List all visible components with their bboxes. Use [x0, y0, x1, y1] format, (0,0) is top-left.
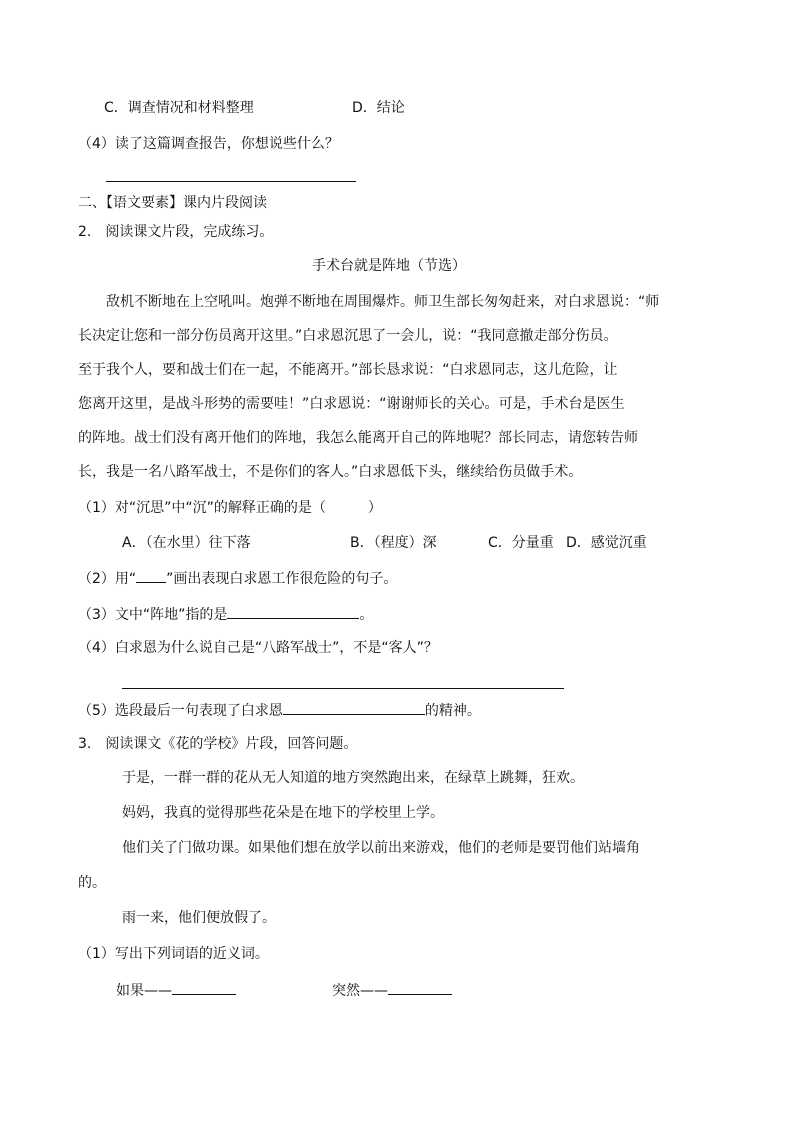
q2-sub4-answer-line[interactable] — [122, 688, 564, 689]
q2-sub3-prefix: （3）文中“阵地”指的是 — [78, 607, 228, 623]
q4-answer-line[interactable] — [106, 181, 356, 182]
q2-sub5-prefix: （5）选段最后一句表现了白求恩 — [78, 703, 283, 719]
synonym-answer-blank[interactable] — [172, 980, 236, 995]
poem-line: 他们关了门做功课。如果他们想在放学以前出来游戏，他们的老师是要罚他们站墙角 — [122, 840, 640, 856]
q3-option-d: D．结论 — [352, 100, 405, 116]
q2-sub3 — [78, 604, 373, 625]
q2-sub5-answer-blank[interactable] — [283, 700, 425, 715]
q3-option-c: C．调查情况和材料整理 — [104, 100, 254, 116]
synonym-answer-blank[interactable] — [388, 980, 452, 995]
q2-sub2-prefix: （2）用“ — [78, 571, 137, 587]
q2-sub3-suffix: 。 — [359, 607, 374, 623]
passage-line: 长，我是一名八路军战士，不是你们的客人。”白求恩低下头，继续给伤员做手术。 — [78, 464, 583, 480]
section-heading: 二、【语文要素】课内片段阅读 — [78, 195, 267, 211]
passage-line: 的阵地。战士们没有离开他们的阵地，我怎么能离开自己的阵地呢？部长同志，请您转告师 — [78, 430, 638, 446]
option-b[interactable]: B．（程度）深 — [350, 535, 437, 551]
passage-line: 您离开这里，是战斗形势的需要哇！”白求恩说：“谢谢师长的关心。可是，手术台是医生 — [78, 396, 625, 412]
q4-question: （4）读了这篇调查报告，你想说些什么？ — [78, 136, 339, 152]
q2-sub2-suffix: ”画出表现白求恩工作很危险的句子。 — [166, 571, 398, 587]
synonym-word: 如果—— — [116, 983, 172, 999]
passage-title: 手术台就是阵地（节选） — [312, 258, 466, 274]
q2-sub5 — [78, 700, 481, 721]
passage-line: 长决定让您和一部分伤员离开这里。”白求恩沉思了一会儿，说：“我同意撤走部分伤员。 — [78, 328, 618, 344]
option-c[interactable]: C．分量重 — [488, 535, 554, 551]
poem-line: 于是，一群一群的花从无人知道的地方突然跑出来，在绿草上跳舞，狂欢。 — [122, 770, 584, 786]
poem-line: 雨一来，他们便放假了。 — [122, 910, 276, 926]
synonym-item — [332, 980, 452, 1001]
q3-sub1: （1）写出下列词语的近义词。 — [78, 946, 269, 962]
synonym-item — [116, 980, 236, 1001]
q2-sub5-suffix: 的精神。 — [424, 703, 481, 719]
q2-intro: 2. 阅读课文片段，完成练习。 — [78, 224, 274, 240]
q2-sub1: （1）对“沉思”中“沉”的解释正确的是（ ） — [78, 500, 382, 516]
q2-sub4: （4）白求恩为什么说自己是“八路军战士”，不是“客人”？ — [78, 640, 438, 656]
q3-intro: 3. 阅读课文《花的学校》片段，回答问题。 — [78, 736, 358, 752]
passage-line: 至于我个人，要和战士们在一起，不能离开。”部长恳求说：“白求恩同志，这儿危险，让 — [78, 362, 618, 378]
poem-line: 妈妈，我真的觉得那些花朵是在地下的学校里上学。 — [122, 805, 444, 821]
underline-sample — [136, 568, 166, 583]
q2-sub3-answer-blank[interactable] — [227, 604, 359, 619]
q2-sub2 — [78, 568, 397, 589]
passage-line: 敌机不断地在上空吼叫。炮弹不断地在周围爆炸。师卫生部长匆匆赶来，对白求恩说：“师 — [106, 294, 660, 310]
option-a[interactable]: A．（在水里）往下落 — [122, 535, 251, 551]
synonym-word: 突然—— — [332, 983, 388, 999]
poem-line: 的。 — [78, 875, 106, 891]
option-d[interactable]: D．感觉沉重 — [566, 535, 647, 551]
